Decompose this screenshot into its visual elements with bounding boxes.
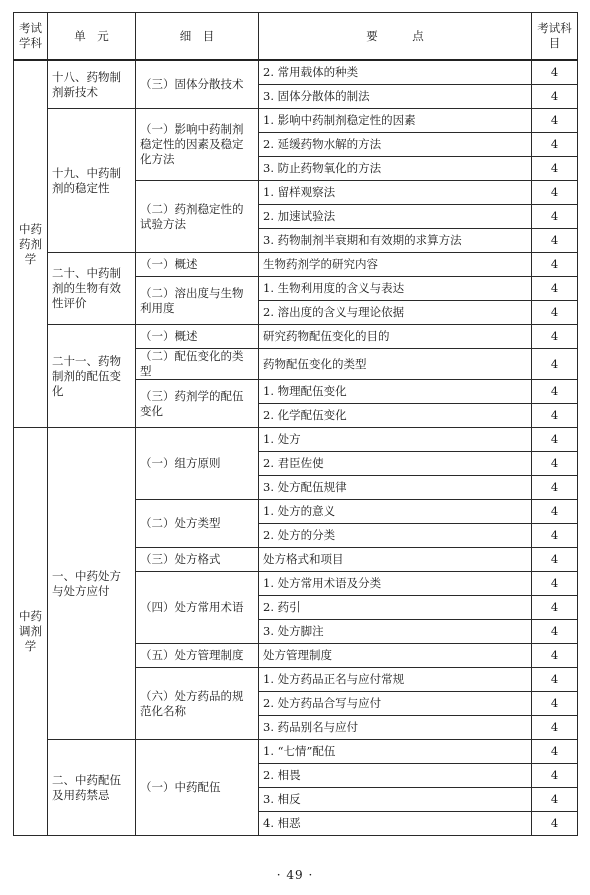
syllabus-table bbox=[13, 12, 578, 836]
level-cell: 4 bbox=[532, 596, 578, 620]
point-cell: 2. 处方的分类 bbox=[259, 524, 532, 548]
level-cell: 4 bbox=[532, 668, 578, 692]
level-cell: 4 bbox=[532, 85, 578, 109]
point-cell: 2. 常用载体的种类 bbox=[259, 60, 532, 85]
point-cell: 4. 相恶 bbox=[259, 812, 532, 836]
point-cell: 处方格式和项目 bbox=[259, 548, 532, 572]
item-cell: （三）处方格式 bbox=[136, 548, 259, 572]
level-cell: 4 bbox=[532, 253, 578, 277]
level-cell: 4 bbox=[532, 476, 578, 500]
header-point: 要 点 bbox=[259, 13, 532, 61]
level-cell: 4 bbox=[532, 524, 578, 548]
level-cell: 4 bbox=[532, 157, 578, 181]
item-cell: （二）药剂稳定性的试验方法 bbox=[136, 181, 259, 253]
page-number: · 49 · bbox=[276, 868, 314, 882]
level-cell: 4 bbox=[532, 452, 578, 476]
point-cell: 2. 相畏 bbox=[259, 764, 532, 788]
point-cell: 1. 处方 bbox=[259, 428, 532, 452]
item-cell: （二）溶出度与生物利用度 bbox=[136, 277, 259, 325]
point-cell: 2. 药引 bbox=[259, 596, 532, 620]
item-cell: （一）影响中药制剂稳定性的因素及稳定化方法 bbox=[136, 109, 259, 181]
point-cell: 1. 处方的意义 bbox=[259, 500, 532, 524]
level-cell: 4 bbox=[532, 404, 578, 428]
level-cell: 4 bbox=[532, 181, 578, 205]
point-cell: 2. 处方药品合写与应付 bbox=[259, 692, 532, 716]
unit-cell: 一、中药处方与处方应付 bbox=[48, 428, 136, 740]
point-cell: 2. 延缓药物水解的方法 bbox=[259, 133, 532, 157]
level-cell: 4 bbox=[532, 692, 578, 716]
table-row bbox=[14, 325, 578, 349]
point-cell: 2. 溶出度的含义与理论依据 bbox=[259, 301, 532, 325]
item-cell: （一）概述 bbox=[136, 325, 259, 349]
level-cell: 4 bbox=[532, 812, 578, 836]
item-cell: （二）处方类型 bbox=[136, 500, 259, 548]
point-cell: 3. 处方配伍规律 bbox=[259, 476, 532, 500]
level-cell: 4 bbox=[532, 349, 578, 380]
point-cell: 1. 处方常用术语及分类 bbox=[259, 572, 532, 596]
point-cell: 药物配伍变化的类型 bbox=[259, 349, 532, 380]
level-cell: 4 bbox=[532, 716, 578, 740]
unit-cell: 二十、中药制剂的生物有效性评价 bbox=[48, 253, 136, 325]
item-cell: （二）配伍变化的类型 bbox=[136, 349, 259, 380]
unit-cell: 十八、药物制剂新技术 bbox=[48, 60, 136, 109]
unit-cell: 二、中药配伍及用药禁忌 bbox=[48, 740, 136, 836]
unit-cell: 二十一、药物制剂的配伍变化 bbox=[48, 325, 136, 428]
level-cell: 4 bbox=[532, 500, 578, 524]
table-row bbox=[14, 60, 578, 85]
level-cell: 4 bbox=[532, 740, 578, 764]
level-cell: 4 bbox=[532, 109, 578, 133]
item-cell: （一）组方原则 bbox=[136, 428, 259, 500]
item-cell: （一）概述 bbox=[136, 253, 259, 277]
point-cell: 3. 固体分散体的制法 bbox=[259, 85, 532, 109]
point-cell: 处方管理制度 bbox=[259, 644, 532, 668]
header-subject: 考试学科 bbox=[14, 13, 48, 61]
point-cell: 2. 君臣佐使 bbox=[259, 452, 532, 476]
point-cell: 3. 药物制剂半衰期和有效期的求算方法 bbox=[259, 229, 532, 253]
point-cell: 1. 生物利用度的含义与表达 bbox=[259, 277, 532, 301]
item-cell: （三）药剂学的配伍变化 bbox=[136, 380, 259, 428]
table-row bbox=[14, 740, 578, 764]
level-cell: 4 bbox=[532, 764, 578, 788]
table-row bbox=[14, 253, 578, 277]
point-cell: 1. 留样观察法 bbox=[259, 181, 532, 205]
item-cell: （四）处方常用术语 bbox=[136, 572, 259, 644]
point-cell: 1. 物理配伍变化 bbox=[259, 380, 532, 404]
level-cell: 4 bbox=[532, 788, 578, 812]
level-cell: 4 bbox=[532, 205, 578, 229]
item-cell: （六）处方药品的规范化名称 bbox=[136, 668, 259, 740]
table-row bbox=[14, 428, 578, 452]
table-row bbox=[14, 109, 578, 133]
level-cell: 4 bbox=[532, 229, 578, 253]
table-body bbox=[14, 60, 578, 836]
header-unit: 单 元 bbox=[48, 13, 136, 61]
subject-cell: 中药药剂学 bbox=[14, 60, 48, 428]
level-cell: 4 bbox=[532, 548, 578, 572]
item-cell: （三）固体分散技术 bbox=[136, 60, 259, 109]
level-cell: 4 bbox=[532, 620, 578, 644]
unit-cell: 十九、中药制剂的稳定性 bbox=[48, 109, 136, 253]
subject-cell: 中药调剂学 bbox=[14, 428, 48, 836]
header-level: 考试科目 bbox=[532, 13, 578, 61]
level-cell: 4 bbox=[532, 301, 578, 325]
level-cell: 4 bbox=[532, 325, 578, 349]
point-cell: 2. 化学配伍变化 bbox=[259, 404, 532, 428]
level-cell: 4 bbox=[532, 572, 578, 596]
table-header-row bbox=[14, 13, 578, 61]
level-cell: 4 bbox=[532, 133, 578, 157]
item-cell: （一）中药配伍 bbox=[136, 740, 259, 836]
point-cell: 研究药物配伍变化的目的 bbox=[259, 325, 532, 349]
point-cell: 3. 防止药物氧化的方法 bbox=[259, 157, 532, 181]
point-cell: 2. 加速试验法 bbox=[259, 205, 532, 229]
point-cell: 1. “七情”配伍 bbox=[259, 740, 532, 764]
level-cell: 4 bbox=[532, 428, 578, 452]
point-cell: 3. 相反 bbox=[259, 788, 532, 812]
point-cell: 3. 处方脚注 bbox=[259, 620, 532, 644]
point-cell: 1. 影响中药制剂稳定性的因素 bbox=[259, 109, 532, 133]
level-cell: 4 bbox=[532, 380, 578, 404]
level-cell: 4 bbox=[532, 60, 578, 85]
header-item: 细 目 bbox=[136, 13, 259, 61]
point-cell: 生物药剂学的研究内容 bbox=[259, 253, 532, 277]
level-cell: 4 bbox=[532, 644, 578, 668]
point-cell: 3. 药品别名与应付 bbox=[259, 716, 532, 740]
item-cell: （五）处方管理制度 bbox=[136, 644, 259, 668]
level-cell: 4 bbox=[532, 277, 578, 301]
point-cell: 1. 处方药品正名与应付常规 bbox=[259, 668, 532, 692]
